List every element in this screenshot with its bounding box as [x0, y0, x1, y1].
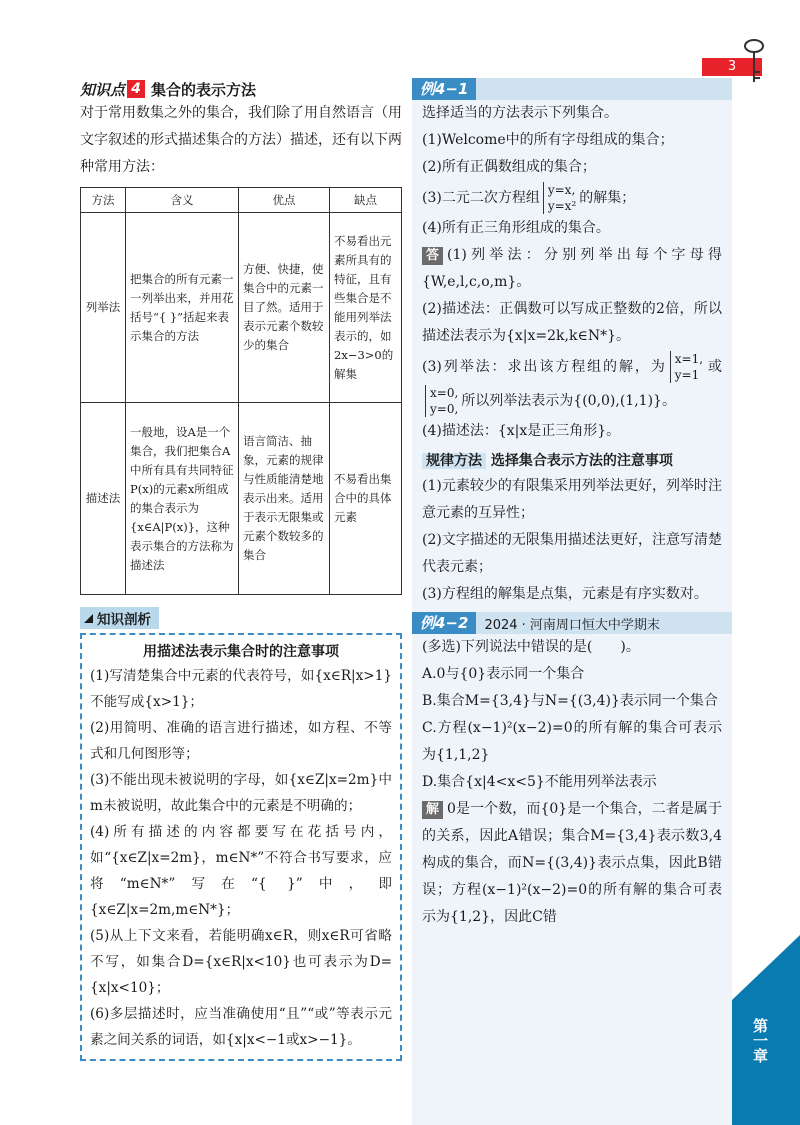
equation-line: x=1, — [674, 352, 704, 366]
analysis-item: (2)用简明、准确的语言进行描述，如方程、不等式和几何图形等； — [90, 720, 392, 762]
law-item: (3)方程组的解集是点集，元素是有序实数对。 — [422, 586, 708, 602]
example-question: (1)Welcome中的所有字母组成的集合； — [422, 132, 674, 148]
chapter-side-band — [732, 0, 800, 1125]
answer-text: (1)列举法：分别列举出每个字母得{W,e,l,c,o,m}。 — [422, 247, 722, 290]
law-title: 选择集合表示方法的注意事项 — [490, 453, 673, 469]
option-item: B.集合M={3,4}与N={(3,4)}表示同一个集合 — [422, 693, 718, 709]
example-header — [412, 78, 732, 100]
knowledge-point-header — [80, 78, 402, 100]
table-header-row — [81, 188, 402, 213]
answer-line — [412, 242, 732, 296]
answer-text: 所以列举法表示为{(0,0),(1,1)}。 — [461, 393, 676, 409]
option-item: D.集合{x|4<x<5}不能用列举法表示 — [422, 774, 657, 790]
analysis-label — [80, 607, 159, 629]
analysis-item: (4)所有描述的内容都要写在花括号内，如“{x∈Z|x=2m}，m∈N*”不符合书写要求，应将“m∈N*”写在“{ }”中，即{x∈Z|x=2m,m∈N*}； — [90, 824, 392, 918]
table-cell: 方便、快捷，使集合中的元素一目了然。适用于表示元素个数较少的集合 — [239, 213, 330, 403]
equation-line: y=1 — [674, 368, 700, 382]
option-item: A.0与{0}表示同一个集合 — [422, 666, 585, 682]
example-question — [412, 181, 732, 215]
left-column — [80, 78, 402, 1061]
page-number: 3 — [702, 58, 762, 76]
table-row — [81, 403, 402, 595]
law-tag: 规律方法 — [422, 453, 486, 469]
table-cell: 不易看出集合中的具体元素 — [330, 403, 402, 595]
key-icon — [738, 36, 772, 86]
intro-paragraph: 对于常用数集之外的集合，我们除了用自然语言（用文字叙述的形式描述集合的方法）描述，还有以下两种常用方法： — [80, 105, 402, 175]
solution-badge: 解 — [422, 801, 443, 819]
equation-system — [670, 351, 703, 383]
question-text: (3)二元二次方程组 — [422, 190, 540, 206]
example-question: (4)所有正三角形组成的集合。 — [422, 220, 610, 236]
triangle-icon — [84, 614, 93, 623]
answer-line: (4)描述法：{x|x是正三角形}。 — [422, 423, 621, 439]
option-item: C.方程(x−1)²(x−2)=0的所有解的集合可表示为{1,1,2} — [422, 720, 722, 763]
table-header: 缺点 — [330, 188, 402, 213]
answer-text: (3)列举法：求出该方程组的解，为 — [422, 359, 667, 375]
example-question: (2)所有正偶数组成的集合； — [422, 159, 596, 175]
analysis-box — [80, 633, 402, 1061]
equation-line: y=x² — [547, 199, 577, 213]
example-tag: 例4−1 — [412, 78, 476, 100]
example-prompt: 选择适当的方法表示下列集合。 — [422, 105, 618, 121]
analysis-item: (5)从上下文来看，若能明确x∈R，则x∈R可省略不写，如集合D={x∈R|x<10}也可表示为D={x|x<10}； — [90, 928, 392, 996]
solution-line — [412, 796, 732, 931]
answer-badge: 答 — [422, 247, 443, 265]
analysis-title: 用描述法表示集合时的注意事项 — [143, 644, 339, 660]
analysis-label-text: 知识剖析 — [97, 612, 151, 628]
methods-table — [80, 187, 402, 595]
answer-text: 或 — [706, 359, 722, 375]
table-cell: 不易看出元素所具有的特征，且有些集合是不能用列举法表示的，如2x−3>0的解集 — [330, 213, 402, 403]
equation-system — [425, 385, 458, 417]
table-cell: 列举法 — [81, 213, 126, 403]
example-header — [412, 612, 732, 634]
table-header: 优点 — [239, 188, 330, 213]
analysis-item: (1)写清楚集合中元素的代表符号，如{x∈R|x>1}不能写成{x>1}； — [90, 668, 392, 710]
question-text: 的解集； — [579, 190, 636, 206]
table-cell: 描述法 — [81, 403, 126, 595]
table-cell: 把集合的所有元素一一列举出来，并用花括号“{ }”括起来表示集合的方法 — [126, 213, 239, 403]
table-row — [81, 213, 402, 403]
knowledge-point-number: 4 — [127, 80, 145, 98]
right-column — [412, 78, 732, 1125]
equation-line: y=0, — [430, 402, 459, 416]
knowledge-point-title: 集合的表示方法 — [151, 80, 257, 99]
example-prompt: (多选)下列说法中错误的是( )。 — [422, 639, 640, 655]
equation-system — [543, 182, 576, 214]
equation-line: y=x, — [547, 183, 576, 197]
table-header: 含义 — [126, 188, 239, 213]
equation-line: x=0, — [430, 386, 459, 400]
analysis-item: (6)多层描述时，应当准确使用“且”“或”等表示元素之间关系的词语，如{x|x<−1或x>−1}。 — [90, 1006, 392, 1048]
example-tag: 例4−2 — [412, 612, 476, 634]
solution-text: 0是一个数，而{0}是一个集合，二者是属于的关系，因此A错误；集合M={3,4}表示数3,4构成的集合，而N={(3,4)}表示点集，因此B错误；方程(x−1)²(x−2)=0的所有解的集合可表示为{1,2}，因此C错 — [422, 801, 722, 925]
table-header: 方法 — [81, 188, 126, 213]
knowledge-point-label: 知识点 — [80, 80, 126, 99]
chapter-label: 第一章 — [751, 1018, 769, 1063]
table-cell: 语言简洁、抽象，元素的规律与性质能清楚地表示出来。适用于表示无限集或元素个数较多的集合 — [239, 403, 330, 595]
law-header — [412, 449, 732, 473]
law-item: (2)文字描述的无限集用描述法更好，注意写清楚代表元素； — [422, 532, 722, 575]
answer-line: (2)描述法：正偶数可以写成正整数的2倍，所以描述法表示为{x|x=2k,k∈N*}。 — [422, 301, 722, 344]
law-item: (1)元素较少的有限集采用列举法更好，列举时注意元素的互异性； — [422, 478, 722, 521]
example-source: 2024 · 河南周口恒大中学期末 — [484, 617, 660, 633]
table-cell: 一般地，设A是一个集合，我们把集合A中所有具有共同特征P(x)的元素x所组成的集合表示为{x∈A|P(x)}，这种表示集合的方法称为描述法 — [126, 403, 239, 595]
analysis-item: (3)不能出现未被说明的字母，如{x∈Z|x=2m}中m未被说明，故此集合中的元素是不明确的； — [90, 772, 392, 814]
answer-line — [412, 350, 732, 418]
